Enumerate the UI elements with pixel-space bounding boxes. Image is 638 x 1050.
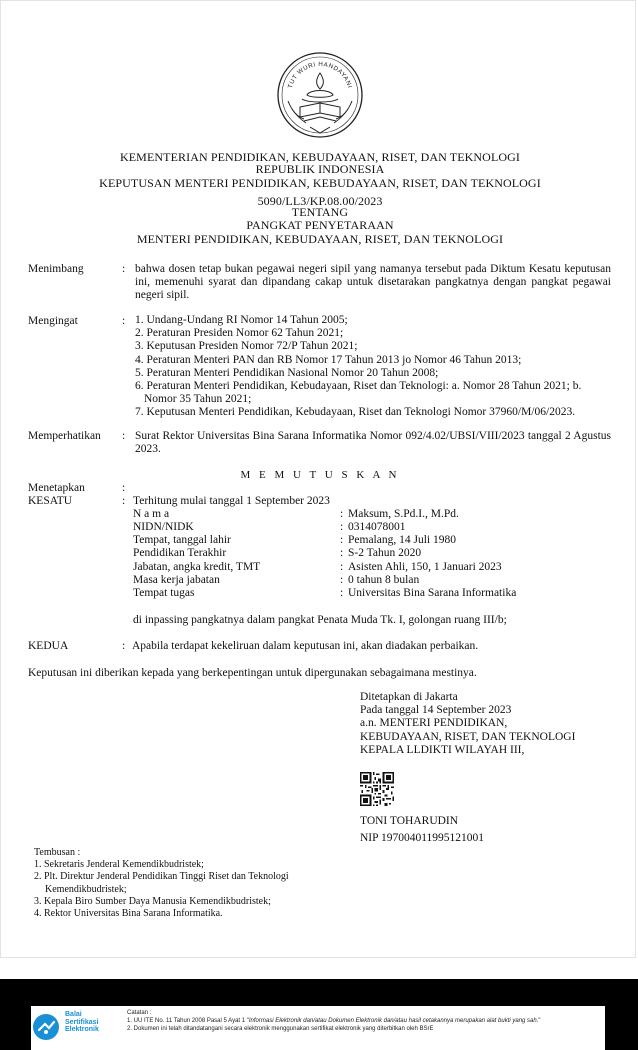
distribution-note: Keputusan ini diberikan kepada yang berkepentingan untuk dipergunakan sebagaimana mestinya. [28, 667, 477, 679]
about-label: TENTANG [291, 205, 349, 219]
qr-code-icon [360, 772, 394, 806]
field-colon: : [340, 574, 344, 586]
note1-italic: Informasi Elektronik dan/atau Dokumen Elektronik dan/atau hasil cetakannya merupakan alat bukti yang sah [248, 1018, 537, 1024]
decree-title: KEPUTUSAN MENTERI PENDIDIKAN, KEBUDAYAAN, RISET, DAN TEKNOLOGI [99, 176, 541, 190]
country-name: REPUBLIK INDONESIA [255, 162, 385, 176]
field-colon: : [340, 508, 344, 520]
field-value: S-2 Tahun 2020 [348, 547, 422, 559]
list-item: 2. Plt. Direktur Jenderal Pendidikan Tinggi Riset dan Teknologi Kemendikbudristek; [34, 871, 289, 895]
list-item: 6. Peraturan Menteri Pendidikan, Kebudayaan, Riset dan Teknologi: a. Nomor 28 Tahun 2021; b. Nomor 35 Tahun 2021; [135, 380, 582, 406]
field-value: 0 tahun 8 bulan [348, 574, 420, 586]
field-label: Tempat tugas [133, 587, 195, 599]
field-colon: : [340, 521, 344, 533]
signature-place: Ditetapkan di Jakarta [360, 691, 458, 703]
kedua-label: KEDUA [28, 640, 69, 652]
signature-block [360, 691, 575, 757]
list-item: 7. Keputusan Menteri Pendidikan, Kebudayaan, Riset dan Teknologi Nomor 37960/M/06/2023. [135, 406, 576, 419]
list-item: 1. Undang-Undang RI Nomor 14 Tahun 2005; [135, 314, 348, 326]
tembusan-list [34, 859, 335, 920]
field-label: Jabatan, angka kredit, TMT [133, 561, 261, 573]
field-value: Asisten Ahli, 150, 1 Januari 2023 [348, 561, 502, 573]
note1-suffix: ." [536, 1018, 541, 1024]
field-colon: : [340, 547, 344, 559]
signature-line2: KEBUDAYAAN, RISET, DAN TEKNOLOGI [360, 730, 576, 743]
menimbang-label: Menimbang [28, 263, 84, 275]
field-colon: : [340, 587, 344, 599]
footer-card [31, 1006, 605, 1050]
list-item: 1. Sekretaris Jenderal Kemendikbudristek; [34, 859, 204, 871]
memperhatikan-label: Memperhatikan [28, 430, 101, 442]
list-item: 4. Rektor Universitas Bina Sarana Informatika. [34, 908, 223, 920]
bsre-line: Sertifikasi [65, 1018, 99, 1026]
decree-number: 5090/LL3/KP.08.00/2023 [257, 194, 383, 208]
bsre-line: Elektronik [65, 1026, 99, 1033]
catatan-block [127, 1009, 541, 1033]
kesatu-label: KESATU [28, 495, 73, 507]
field-value: Pemalang, 14 Juli 1980 [348, 534, 456, 546]
catatan-note-1 [127, 1017, 541, 1025]
list-item: 4. Peraturan Menteri PAN dan RB Nomor 17 Tahun 2013 jo Nomor 46 Tahun 2013; [135, 353, 522, 366]
decree-issuer: MENTERI PENDIDIKAN, KEBUDAYAAN, RISET, DAN TEKNOLOGI [136, 232, 504, 246]
mengingat-label: Mengingat [28, 315, 78, 327]
menetapkan-label: Menetapkan [28, 482, 85, 494]
decree-subject: PANGKAT PENYETARAAN [246, 218, 394, 232]
bsre-name [65, 1011, 99, 1034]
field-colon: : [340, 561, 344, 573]
kesatu-colon: : [122, 495, 126, 507]
catatan-title: Catatan : [127, 1010, 152, 1016]
list-item: 3. Keputusan Presiden Nomor 72/P Tahun 2021; [135, 340, 358, 353]
field-label: Pendidikan Terakhir [133, 547, 227, 559]
tembusan-block [34, 847, 335, 920]
signer-name: TONI TOHARUDIN [360, 815, 459, 827]
list-item: 5. Peraturan Menteri Pendidikan Nasional Nomor 20 Tahun 2008; [135, 366, 439, 379]
kedua-colon: : [122, 640, 126, 652]
menimbang-colon: : [122, 263, 126, 275]
signature-date: Pada tanggal 14 September 2023 [360, 704, 512, 717]
kesatu-closing: di inpassing pangkatnya dalam pangkat Penata Muda Tk. I, golongan ruang III/b; [133, 614, 507, 626]
signature-line1: a.n. MENTERI PENDIDIKAN, [360, 717, 508, 730]
mengingat-colon: : [122, 315, 126, 327]
mengingat-list [135, 314, 613, 420]
tut-wuri-handayani-logo-icon [274, 51, 366, 143]
tembusan-title: Tembusan : [34, 847, 81, 858]
menimbang-text: bahwa dosen tetap bukan pegawai negeri sipil yang namanya tersebut pada Diktum Kesatu keputusan ini, memenuhi syarat dan dipandang cakap untuk disetarakan pangkatnya dengan pangkat pegawai negeri sipil. [135, 263, 611, 302]
bsre-line: Balai [65, 1011, 82, 1018]
field-colon: : [340, 534, 344, 546]
field-value: Universitas Bina Sarana Informatika [348, 587, 517, 599]
note1-prefix: 1. UU ITE No. 11 Tahun 2008 Pasal 5 Ayat 1 " [127, 1018, 249, 1024]
kedua-text: Apabila terdapat kekeliruan dalam keputusan ini, akan diadakan perbaikan. [132, 640, 479, 652]
field-label: NIDN/NIDK [133, 521, 194, 533]
signer-nip: NIP 197004011995121001 [360, 832, 485, 844]
list-item: 2. Peraturan Presiden Nomor 62 Tahun 2021; [135, 327, 344, 340]
ministry-name: KEMENTERIAN PENDIDIKAN, KEBUDAYAAN, RISET, DAN TEKNOLOGI [119, 150, 521, 164]
kesatu-intro: Terhitung mulai tanggal 1 September 2023 [133, 495, 330, 507]
svg-text:TUT WURI HANDAYANI: TUT WURI HANDAYANI [286, 60, 354, 90]
memutuskan-heading: M E M U T U S K A N [240, 469, 400, 481]
field-value: Maksum, S.Pd.I., M.Pd. [348, 508, 459, 520]
field-label: Tempat, tanggal lahir [133, 534, 231, 546]
catatan-note-2: 2. Dokumen ini telah ditandatangani secara elektronik menggunakan sertifikat elektronik yang diterbitkan oleh BSrE [127, 1026, 434, 1032]
field-value: 0314078001 [348, 521, 406, 533]
memperhatikan-text: Surat Rektor Universitas Bina Sarana Informatika Nomor 092/4.02/UBSI/VIII/2023 tanggal 2 Agustus 2023. [135, 430, 611, 456]
memperhatikan-colon: : [122, 430, 126, 442]
signature-line3: KEPALA LLDIKTI WILAYAH III, [360, 743, 525, 756]
menetapkan-colon: : [122, 482, 126, 494]
field-label: Masa kerja jabatan [133, 574, 220, 586]
field-label: N a m a [133, 508, 170, 520]
list-item: 3. Kepala Biro Sumber Daya Manusia Kemendikbudristek; [34, 895, 271, 907]
